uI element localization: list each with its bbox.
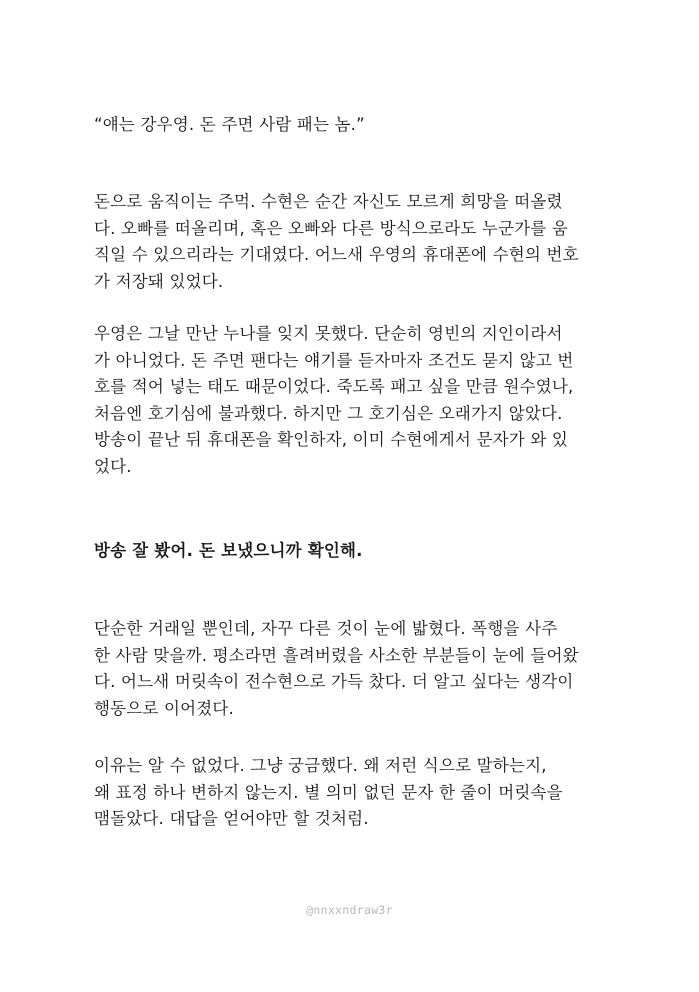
watermark: @nnxxndraw3r (306, 903, 393, 917)
paragraph-line: 었다. (94, 456, 132, 476)
paragraph-line: 호를 적어 넣는 태도 때문이었다. 죽도록 패고 싶을 만큼 원수였나, (94, 377, 574, 396)
paragraph-line: 돈으로 움직이는 주먹. 수현은 순간 자신도 모르게 희망을 떠올렸 (94, 192, 563, 211)
paragraph-line: 처음엔 호기심에 불과했다. 하지만 그 호기심은 오래가지 않았다. (94, 403, 563, 423)
paragraph-line: 가 저장돼 있었다. (94, 271, 224, 291)
paragraph-line: 우영은 그날 만난 누나를 잊지 못했다. 단순히 영빈의 지인이라서 (94, 324, 563, 343)
quote-line: “얘는 강우영. 돈 주면 사람 패는 놈.” (94, 115, 365, 134)
paragraph-4 (94, 753, 612, 833)
paragraph-line: 행동으로 이어졌다. (94, 698, 235, 718)
paragraph-line: 맴돌았다. 대답을 얻어야만 할 것처럼. (94, 809, 369, 828)
paragraph-line: 이유는 알 수 없었다. 그냥 궁금했다. 왜 저런 식으로 말하는지, (94, 756, 547, 775)
paragraph-line: 한 사람 맞을까. 평소라면 흘려버렸을 사소한 부분들이 눈에 들어왔 (94, 645, 579, 665)
paragraph-2 (94, 321, 612, 480)
text-message (94, 538, 612, 565)
paragraph-line: 가 아니었다. 돈 주면 팬다는 얘기를 듣자마자 조건도 묻지 않고 번 (94, 350, 574, 370)
paragraph-line: 왜 표정 하나 변하지 않는지. 별 의미 없던 문자 한 줄이 머릿속을 (94, 782, 563, 802)
paragraph-line: 다. 어느새 머릿속이 전수현으로 가득 찼다. 더 알고 싶다는 생각이 (94, 672, 574, 691)
paragraph-line: 다. 오빠를 떠올리며, 혹은 오빠와 다른 방식으로라도 누군가를 움 (94, 218, 569, 238)
paragraph-line: 단순한 거래일 뿐인데, 자꾸 다른 것이 눈에 밟혔다. 폭행을 사주 (94, 619, 558, 638)
message-line: 방송 잘 봤어. 돈 보냈으니까 확인해. (94, 541, 363, 560)
paragraph-3 (94, 616, 612, 722)
paragraph-line: 방송이 끝난 뒤 휴대폰을 확인하자, 이미 수현에게서 문자가 와 있 (94, 430, 569, 449)
paragraph-1 (94, 189, 612, 295)
paragraph-line: 직일 수 있으리라는 기대였다. 어느새 우영의 휴대폰에 수현의 번호 (94, 245, 579, 264)
opening-quote (94, 112, 612, 139)
